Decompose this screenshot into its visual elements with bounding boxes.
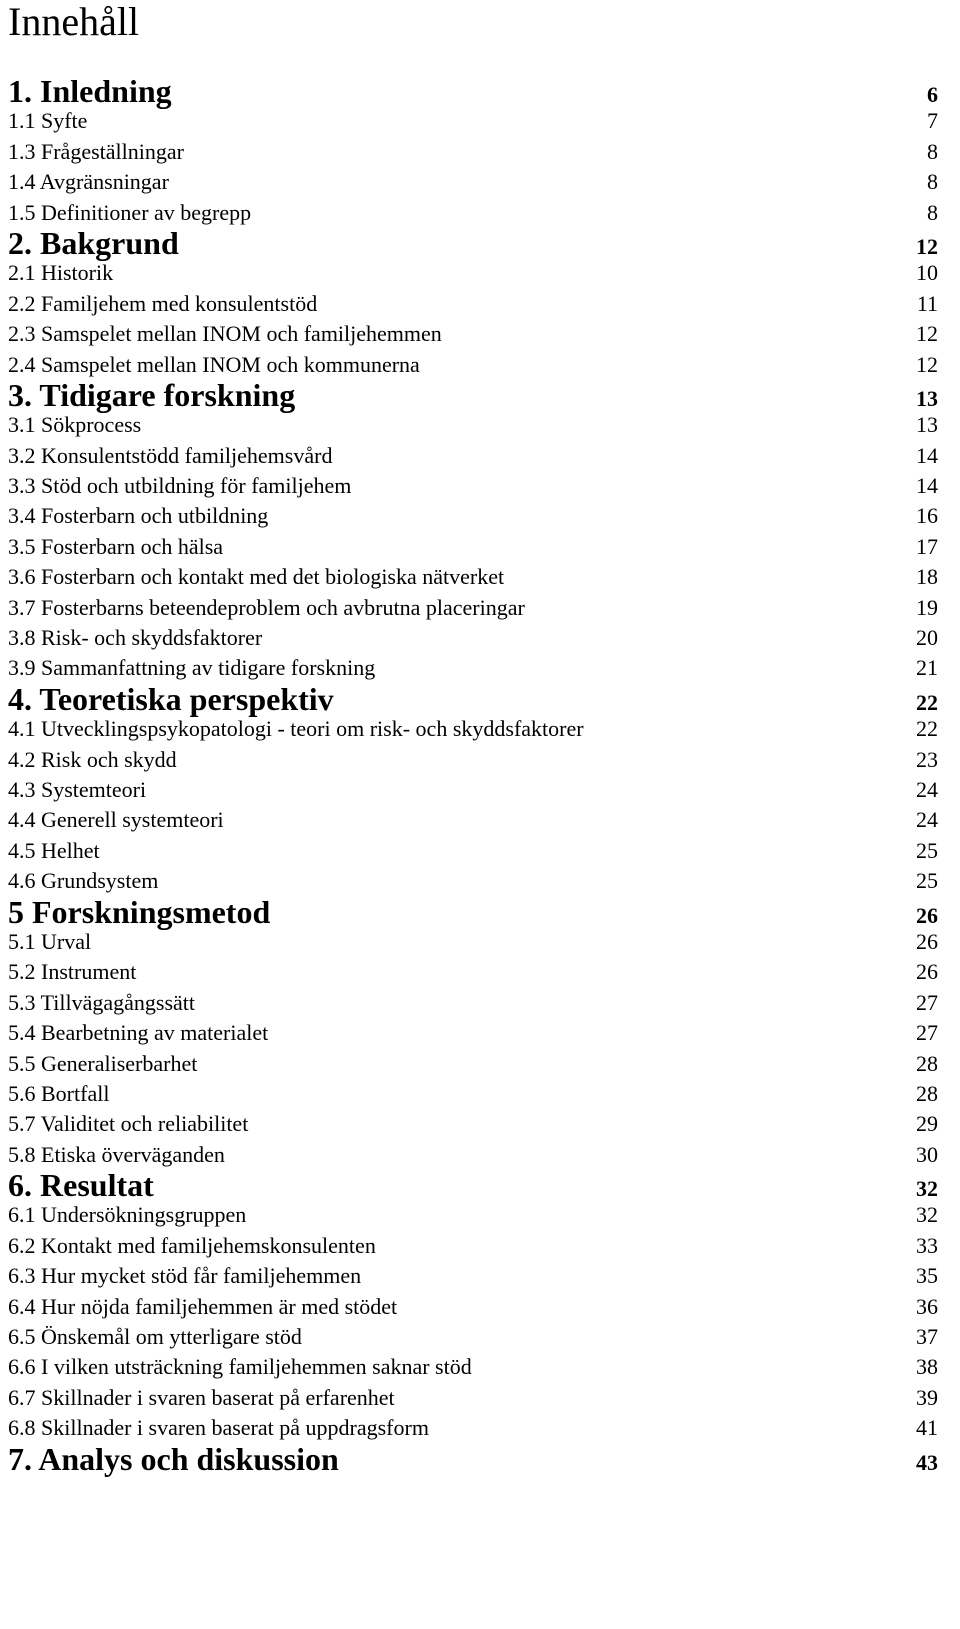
toc-section-row[interactable]	[8, 471, 938, 501]
toc-entry-title: 4.2 Risk och skydd	[8, 746, 177, 772]
toc-entry-title: 4.6 Grundsystem	[8, 868, 159, 894]
toc-entry-title: 6.8 Skillnader i svaren baserat på uppdragsform	[8, 1415, 429, 1441]
toc-entry-title: 5.2 Instrument	[8, 959, 137, 985]
toc-section-row[interactable]	[8, 137, 938, 167]
toc-entry-title: 4.5 Helhet	[8, 837, 100, 863]
toc-entry-title: 3.1 Sökprocess	[8, 412, 142, 438]
toc-entry-title: 5.8 Etiska överväganden	[8, 1141, 225, 1167]
toc-section-row[interactable]	[8, 532, 938, 562]
toc-section-row[interactable]	[8, 1322, 938, 1352]
toc-entry-title: 5.5 Generaliserbarhet	[8, 1050, 198, 1076]
toc-entry-title: 7. Analys och diskussion	[8, 1440, 339, 1477]
toc-section-row[interactable]	[8, 805, 938, 835]
toc-section-row[interactable]	[8, 623, 938, 653]
toc-section-row[interactable]	[8, 167, 938, 197]
toc-section-row[interactable]	[8, 289, 938, 319]
toc-page-number: 22	[916, 716, 938, 742]
toc-page-number: 18	[916, 564, 938, 590]
toc-entry-title: 3.5 Fosterbarn och hälsa	[8, 533, 224, 559]
toc-page-number: 26	[916, 959, 938, 985]
toc-section-row[interactable]	[8, 745, 938, 775]
toc-page-number: 14	[916, 473, 938, 499]
toc-section-row[interactable]	[8, 1352, 938, 1382]
toc-page-number: 25	[916, 868, 938, 894]
toc-chapter-row[interactable]	[8, 893, 938, 930]
toc-section-row[interactable]	[8, 927, 938, 957]
toc-entry-title: 5.6 Bortfall	[8, 1080, 110, 1106]
toc-page-number: 30	[916, 1141, 938, 1167]
toc-entry-title: 3.7 Fosterbarns beteendeproblem och avbrutna placeringar	[8, 594, 525, 620]
toc-page-number: 28	[916, 1050, 938, 1076]
toc-entry-title: 2.2 Familjehem med konsulentstöd	[8, 290, 318, 316]
toc-entry-title: 1.5 Definitioner av begrepp	[8, 199, 252, 225]
toc-section-row[interactable]	[8, 653, 938, 683]
toc-entry-title: 3.9 Sammanfattning av tidigare forskning	[8, 655, 376, 681]
toc-page-number: 36	[916, 1293, 938, 1319]
toc-chapter-row[interactable]	[8, 376, 938, 413]
toc-section-row[interactable]	[8, 562, 938, 592]
toc-entry-title: 6.5 Önskemål om ytterligare stöd	[8, 1324, 302, 1350]
toc-entry-title: 4.3 Systemteori	[8, 776, 147, 802]
toc-page-number: 32	[916, 1202, 938, 1228]
table-of-contents	[8, 73, 938, 1477]
toc-section-row[interactable]	[8, 501, 938, 531]
toc-section-row[interactable]	[8, 258, 938, 288]
toc-page-number: 23	[916, 746, 938, 772]
toc-page-number: 24	[916, 776, 938, 802]
toc-page-number: 8	[927, 169, 938, 195]
toc-chapter-row[interactable]	[8, 1440, 938, 1477]
toc-page-number: 21	[916, 655, 938, 681]
toc-page-number: 28	[916, 1080, 938, 1106]
toc-page-number: 19	[916, 594, 938, 620]
toc-section-row[interactable]	[8, 350, 938, 380]
toc-entry-title: 6.6 I vilken utsträckning familjehemmen saknar stöd	[8, 1354, 472, 1380]
toc-section-row[interactable]	[8, 441, 938, 471]
toc-section-row[interactable]	[8, 1413, 938, 1443]
toc-section-row[interactable]	[8, 957, 938, 987]
toc-page-number: 39	[916, 1384, 938, 1410]
toc-section-row[interactable]	[8, 1109, 938, 1139]
toc-section-row[interactable]	[8, 319, 938, 349]
toc-chapter-row[interactable]	[8, 73, 938, 109]
toc-entry-title: 5.1 Urval	[8, 928, 92, 954]
toc-page-number: 22	[916, 689, 938, 715]
toc-page-number: 41	[916, 1415, 938, 1441]
toc-page-number: 7	[927, 108, 938, 134]
toc-page-number: 38	[916, 1354, 938, 1380]
toc-entry-title: 6.7 Skillnader i svaren baserat på erfarenhet	[8, 1384, 395, 1410]
toc-section-row[interactable]	[8, 836, 938, 866]
toc-entry-title: 2.4 Samspelet mellan INOM och kommunerna	[8, 351, 420, 377]
toc-entry-title: 4. Teoretiska perspektiv	[8, 680, 334, 717]
toc-entry-title: 3.3 Stöd och utbildning för familjehem	[8, 473, 352, 499]
toc-page-number: 11	[916, 290, 938, 316]
toc-page-number: 33	[916, 1232, 938, 1258]
toc-section-row[interactable]	[8, 1079, 938, 1109]
toc-entry-title: 5.7 Validitet och reliabilitet	[8, 1111, 249, 1137]
toc-entry-title: 3.8 Risk- och skyddsfaktorer	[8, 625, 263, 651]
toc-section-row[interactable]	[8, 988, 938, 1018]
toc-entry-title: 6.4 Hur nöjda familjehemmen är med stödet	[8, 1293, 398, 1319]
toc-page-number: 24	[916, 807, 938, 833]
toc-entry-title: 5.3 Tillvägagångssätt	[8, 989, 196, 1015]
toc-section-row[interactable]	[8, 866, 938, 896]
toc-section-row[interactable]	[8, 1200, 938, 1230]
toc-section-row[interactable]	[8, 1140, 938, 1170]
toc-section-row[interactable]	[8, 1049, 938, 1079]
toc-entry-title: 2. Bakgrund	[8, 224, 179, 261]
toc-page-number: 10	[916, 260, 938, 286]
toc-chapter-row[interactable]	[8, 224, 938, 261]
toc-section-row[interactable]	[8, 198, 938, 228]
toc-page-number: 37	[916, 1324, 938, 1350]
toc-page-number: 17	[916, 533, 938, 559]
toc-entry-title: 3.6 Fosterbarn och kontakt med det biologiska nätverket	[8, 564, 505, 590]
toc-section-row[interactable]	[8, 1383, 938, 1413]
toc-page-number: 26	[916, 928, 938, 954]
toc-page-number: 35	[916, 1263, 938, 1289]
toc-page-number: 29	[916, 1111, 938, 1137]
toc-section-row[interactable]	[8, 410, 938, 440]
toc-section-row[interactable]	[8, 1292, 938, 1322]
toc-entry-title: 4.4 Generell systemteori	[8, 807, 224, 833]
toc-page-number: 6	[927, 82, 938, 107]
toc-page-number: 27	[916, 1020, 938, 1046]
toc-chapter-row[interactable]	[8, 680, 938, 717]
toc-entry-title: 1.4 Avgränsningar	[8, 169, 169, 195]
toc-entry-title: 3.2 Konsulentstödd familjehemsvård	[8, 442, 333, 468]
toc-entry-title: 6.3 Hur mycket stöd får familjehemmen	[8, 1263, 362, 1289]
toc-chapter-row[interactable]	[8, 1167, 938, 1204]
toc-section-row[interactable]	[8, 106, 938, 136]
toc-entry-title: 3.4 Fosterbarn och utbildning	[8, 503, 269, 529]
toc-page-number: 16	[916, 503, 938, 529]
toc-section-row[interactable]	[8, 1231, 938, 1261]
toc-entry-title: 6.2 Kontakt med familjehemskonsulenten	[8, 1232, 376, 1258]
toc-entry-title: 6.1 Undersökningsgruppen	[8, 1202, 247, 1228]
toc-page-number: 25	[916, 837, 938, 863]
toc-page-number: 27	[916, 989, 938, 1015]
toc-page-number: 26	[916, 902, 938, 928]
toc-page-number: 43	[916, 1449, 938, 1475]
toc-entry-title: 1.1 Syfte	[8, 108, 88, 134]
toc-entry-title: 4.1 Utvecklingspsykopatologi - teori om risk- och skyddsfaktorer	[8, 716, 584, 742]
page-title: Innehåll	[8, 0, 140, 44]
toc-entry-title: 2.1 Historik	[8, 260, 114, 286]
toc-entry-title: 5 Forskningsmetod	[8, 893, 271, 930]
toc-entry-title: 3. Tidigare forskning	[8, 376, 296, 413]
toc-section-row[interactable]	[8, 1018, 938, 1048]
toc-section-row[interactable]	[8, 593, 938, 623]
toc-entry-title: 2.3 Samspelet mellan INOM och familjehemmen	[8, 321, 442, 347]
toc-page-number: 13	[916, 412, 938, 438]
toc-page-number: 12	[916, 233, 938, 259]
toc-page-number: 12	[916, 351, 938, 377]
toc-page-number: 12	[916, 321, 938, 347]
toc-section-row[interactable]	[8, 714, 938, 744]
toc-page-number: 8	[927, 199, 938, 225]
toc-section-row[interactable]	[8, 1261, 938, 1291]
toc-entry-title: 1. Inledning	[8, 73, 172, 109]
toc-entry-title: 5.4 Bearbetning av materialet	[8, 1020, 269, 1046]
toc-page-number: 8	[927, 138, 938, 164]
toc-entry-title: 1.3 Frågeställningar	[8, 138, 184, 164]
toc-page-number: 20	[916, 625, 938, 651]
toc-page-number: 14	[916, 442, 938, 468]
toc-page-number: 32	[916, 1176, 938, 1202]
toc-page-number: 13	[916, 385, 938, 411]
toc-entry-title: 6. Resultat	[8, 1167, 154, 1204]
toc-section-row[interactable]	[8, 775, 938, 805]
